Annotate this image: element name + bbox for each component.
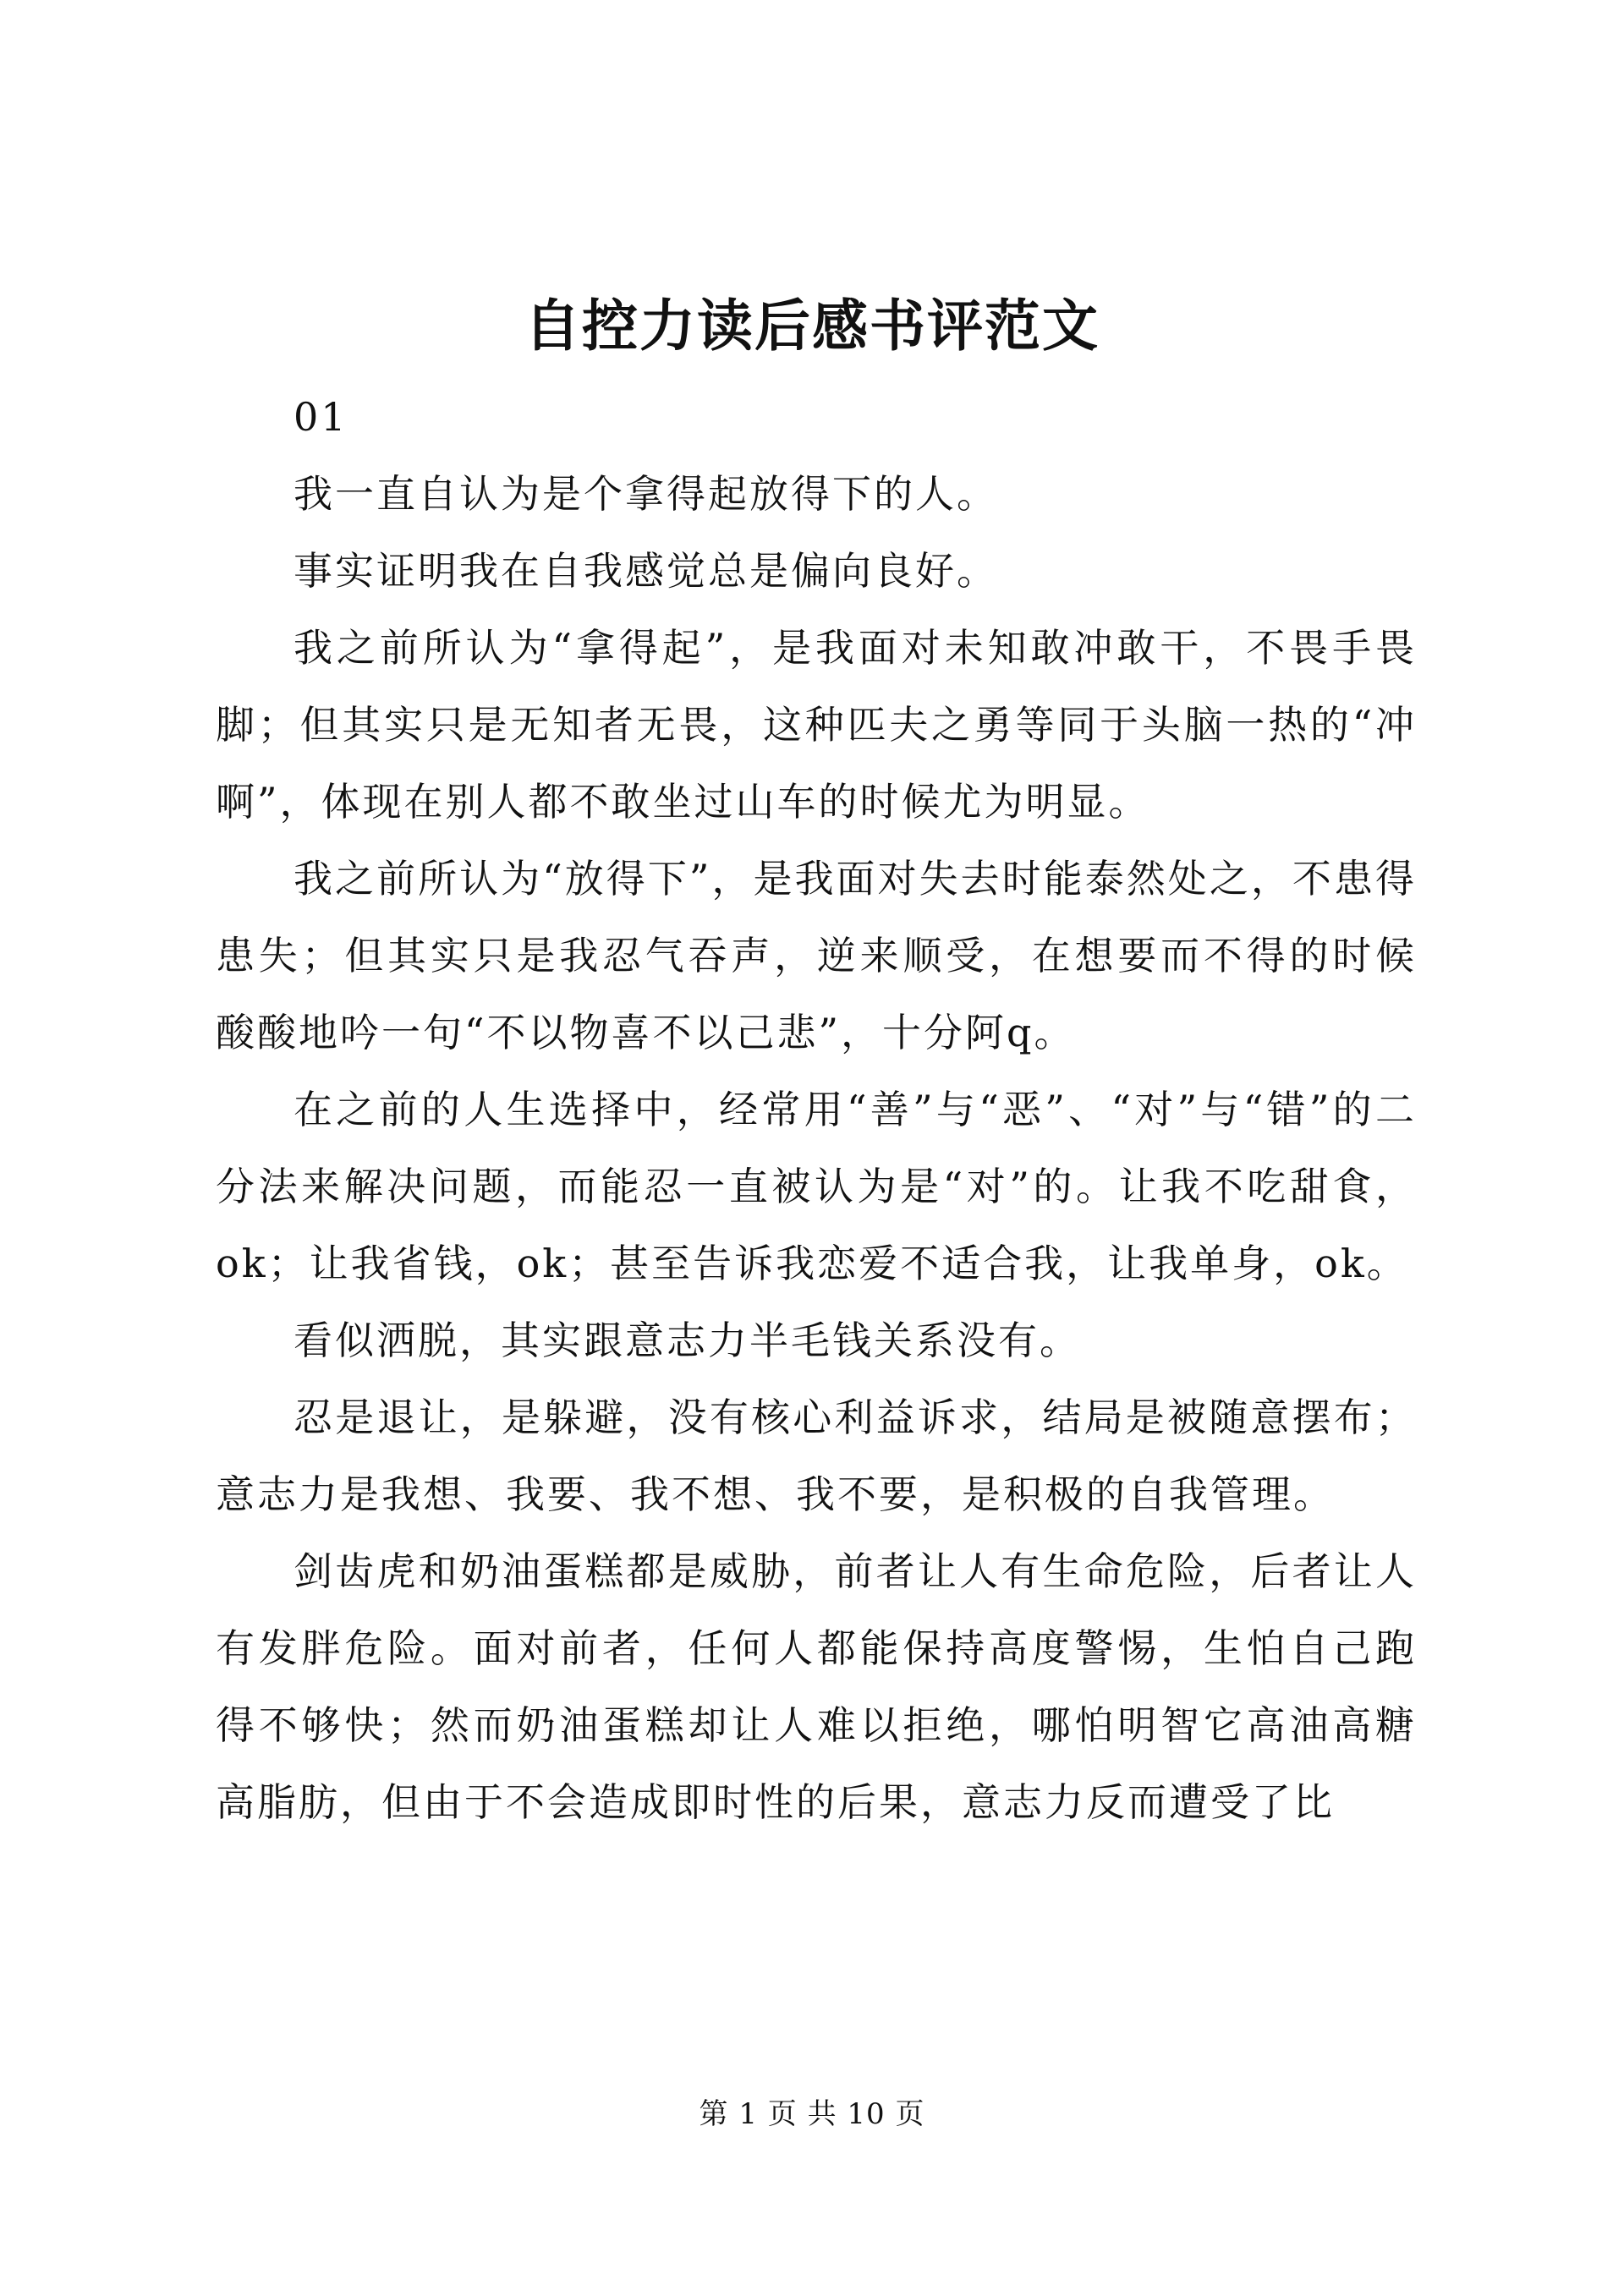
page-footer: 第 1 页 共 10 页 xyxy=(699,2097,925,2131)
paragraph: 在之前的人生选择中，经常用“善”与“恶”、“对”与“错”的二分法来解决问题，而能忍一直被认为是“对”的。让我不吃甜食，ok；让我省钱，ok；甚至告诉我恋爱不适合我，让我单身，ok。 xyxy=(216,1087,1417,1286)
paragraph: 我之前所认为“放得下”，是我面对失去时能泰然处之，不患得患失；但其实只是我忍气吞声，逆来顺受，在想要而不得的时候酸酸地吟一句“不以物喜不以己悲”，十分阿q。 xyxy=(216,856,1417,1055)
paragraph: 我之前所认为“拿得起”，是我面对未知敢冲敢干，不畏手畏脚；但其实只是无知者无畏，这种匹夫之勇等同于头脑一热的“冲啊”，体现在别人都不敢坐过山车的时候尤为明显。 xyxy=(216,625,1417,825)
paragraph: 看似洒脱，其实跟意志力半毛钱关系没有。 xyxy=(294,1318,1081,1363)
paragraph-section-number: 01 xyxy=(294,394,348,440)
paragraph: 我一直自认为是个拿得起放得下的人。 xyxy=(294,471,998,517)
paragraph: 忍是退让，是躲避，没有核心利益诉求，结局是被随意摆布；意志力是我想、我要、我不想、我不要，是积极的自我管理。 xyxy=(216,1395,1417,1517)
paragraph: 事实证明我在自我感觉总是偏向良好。 xyxy=(294,548,998,594)
document-body xyxy=(216,379,1417,1841)
paragraph: 剑齿虎和奶油蛋糕都是威胁，前者让人有生命危险，后者让人有发胖危险。面对前者，任何人都能保持高度警惕，生怕自己跑得不够快；然而奶油蛋糕却让人难以拒绝，哪怕明智它高油高糖高脂肪，但由于不会造成即时性的后果，意志力反而遭受了比 xyxy=(216,1548,1417,1825)
page-title: 自控力读后感书评范文 xyxy=(524,293,1100,359)
